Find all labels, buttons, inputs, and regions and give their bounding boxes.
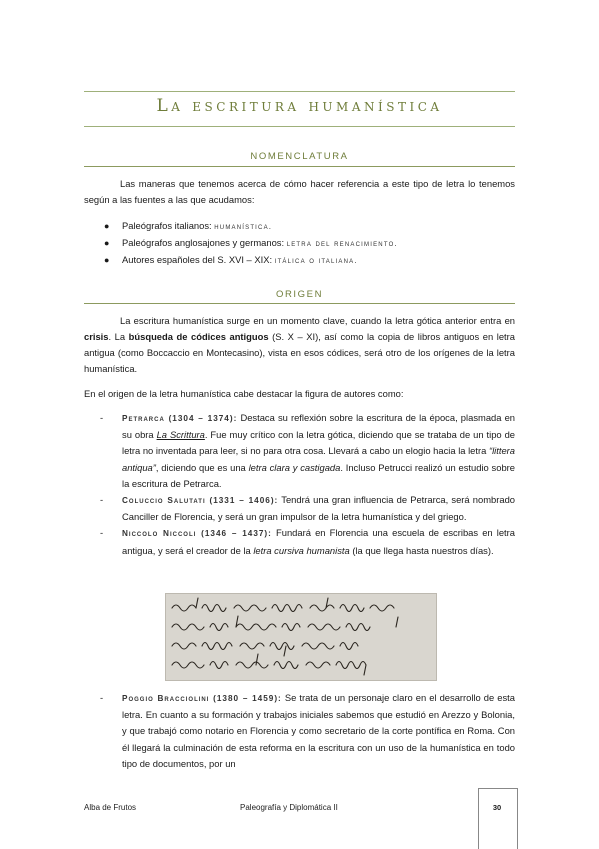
text-run: (la que llega hasta nuestros días).	[349, 544, 494, 556]
text-run: Destaca su reflexión sobre la escritura de la época, plasmada en su obra	[122, 412, 516, 441]
bullet-text: Paleógrafos italianos:	[122, 220, 215, 231]
bold-term-busqueda: búsqueda de códices antiguos	[128, 331, 269, 342]
text-run: (S. X – XI), así como la copia de libros antiguos en letra antigua (como Boccaccio en Montecasino), vista en esos códices, será otro de los orígenes de la letra humanística.	[84, 331, 515, 374]
list-item-niccoli	[100, 525, 515, 558]
text-run: Se trata de un personaje claro en el desarrollo de esta letra. En cuanto a su formación y trabajos iniciales sabemos que estudió en Arezzo y Bolonia, y que trabajó como notario en Florencia y como secretario de la corte pontífica en Roma. Con él llegará la culminación de esta reforma en la escritura con un uso de la humanística en todo tipo de documentos, por un	[122, 692, 515, 769]
page-number-box	[478, 788, 518, 849]
work-title: La Scrittura	[156, 429, 205, 441]
authors-list	[100, 410, 515, 559]
list-item-petrarca	[100, 410, 515, 492]
bullet-term: letra del renacimiento.	[286, 239, 398, 248]
title-top-rule	[84, 91, 515, 92]
origen-paragraph-1	[84, 313, 515, 377]
bullet-term: humanística.	[214, 222, 273, 231]
author-name: Niccolo Niccoli (1346 – 1437):	[122, 529, 272, 539]
page-title: La escritura humanística	[156, 96, 443, 116]
text-run: Fundará en Florencia una escuela de escribas en letra antigua, y será el creador de la	[122, 527, 515, 556]
bullet-text: Paleógrafos anglosajones y germanos:	[122, 237, 287, 248]
text-run: , diciendo que es una	[155, 461, 249, 473]
section-heading-nomenclatura: NOMENCLATURA	[250, 151, 349, 162]
nomenclatura-bullet-list	[104, 218, 504, 269]
footer-course: Paleografía y Diplomática II	[240, 803, 338, 812]
list-item-bracciolini	[100, 690, 515, 772]
bullet-icon: ●	[104, 255, 110, 265]
bullet-term: itálica o italiana.	[274, 256, 358, 265]
dash-marker: -	[100, 692, 104, 703]
list-item	[104, 235, 504, 252]
bullet-text: Autores españoles del S. XVI – XIX:	[122, 254, 275, 265]
author-name: Coluccio Salutati (1331 – 1406):	[122, 496, 279, 506]
list-item-salutati	[100, 492, 515, 525]
bullet-icon: ●	[104, 221, 110, 231]
manuscript-image	[165, 593, 437, 681]
quote: “littera antiqua”	[122, 445, 515, 473]
section-heading-origen: ORIGEN	[275, 289, 324, 300]
text-run: . La	[108, 331, 129, 342]
text-run: La escritura humanística surge en un momento clave, cuando la letra gótica anterior entra en	[120, 315, 515, 326]
origen-paragraph-2: En el origen de la letra humanística cabe destacar la figura de autores como:	[84, 388, 404, 399]
dash-marker: -	[100, 494, 104, 506]
list-item	[104, 252, 504, 269]
dash-marker: -	[100, 527, 104, 539]
authors-list-continued	[100, 690, 515, 772]
bullet-icon: ●	[104, 238, 110, 248]
quote: letra cursiva humanista	[253, 544, 350, 556]
section-rule-nomenclatura	[84, 166, 515, 167]
footer-author: Alba de Frutos	[84, 803, 137, 812]
dash-marker: -	[100, 412, 104, 423]
author-name: Poggio Bracciolini (1380 – 1459):	[122, 694, 282, 703]
text-run: . Incluso Petrucci realizó un estudio sobre la escritura de Petrarca.	[122, 461, 515, 489]
quote: letra clara y castigada	[248, 461, 341, 473]
text-run: . Fue muy crítico con la letra gótica, diciendo que se trataba de un tipo de letra no inventada para leer, si no para otra cosa. Llevará a cabo un elogio hacia la letra	[122, 429, 516, 457]
page-number: 30	[492, 803, 502, 812]
author-name: Petrarca (1304 – 1374):	[122, 414, 238, 423]
section-rule-origen	[84, 303, 515, 304]
list-item	[104, 218, 504, 235]
title-bottom-rule	[84, 126, 515, 127]
text-run: Tendrá una gran influencia de Petrarca, será nombrado Canciller de Florencia, y será un gran impulsor de la letra humanística y del griego.	[122, 494, 515, 523]
manuscript-handwriting	[166, 594, 436, 680]
bold-term-crisis: crisis	[84, 331, 109, 342]
nomenclatura-intro: Las maneras que tenemos acerca de cómo hacer referencia a este tipo de letra lo tenemos según a las fuentes a las que acudamos:	[84, 178, 515, 205]
